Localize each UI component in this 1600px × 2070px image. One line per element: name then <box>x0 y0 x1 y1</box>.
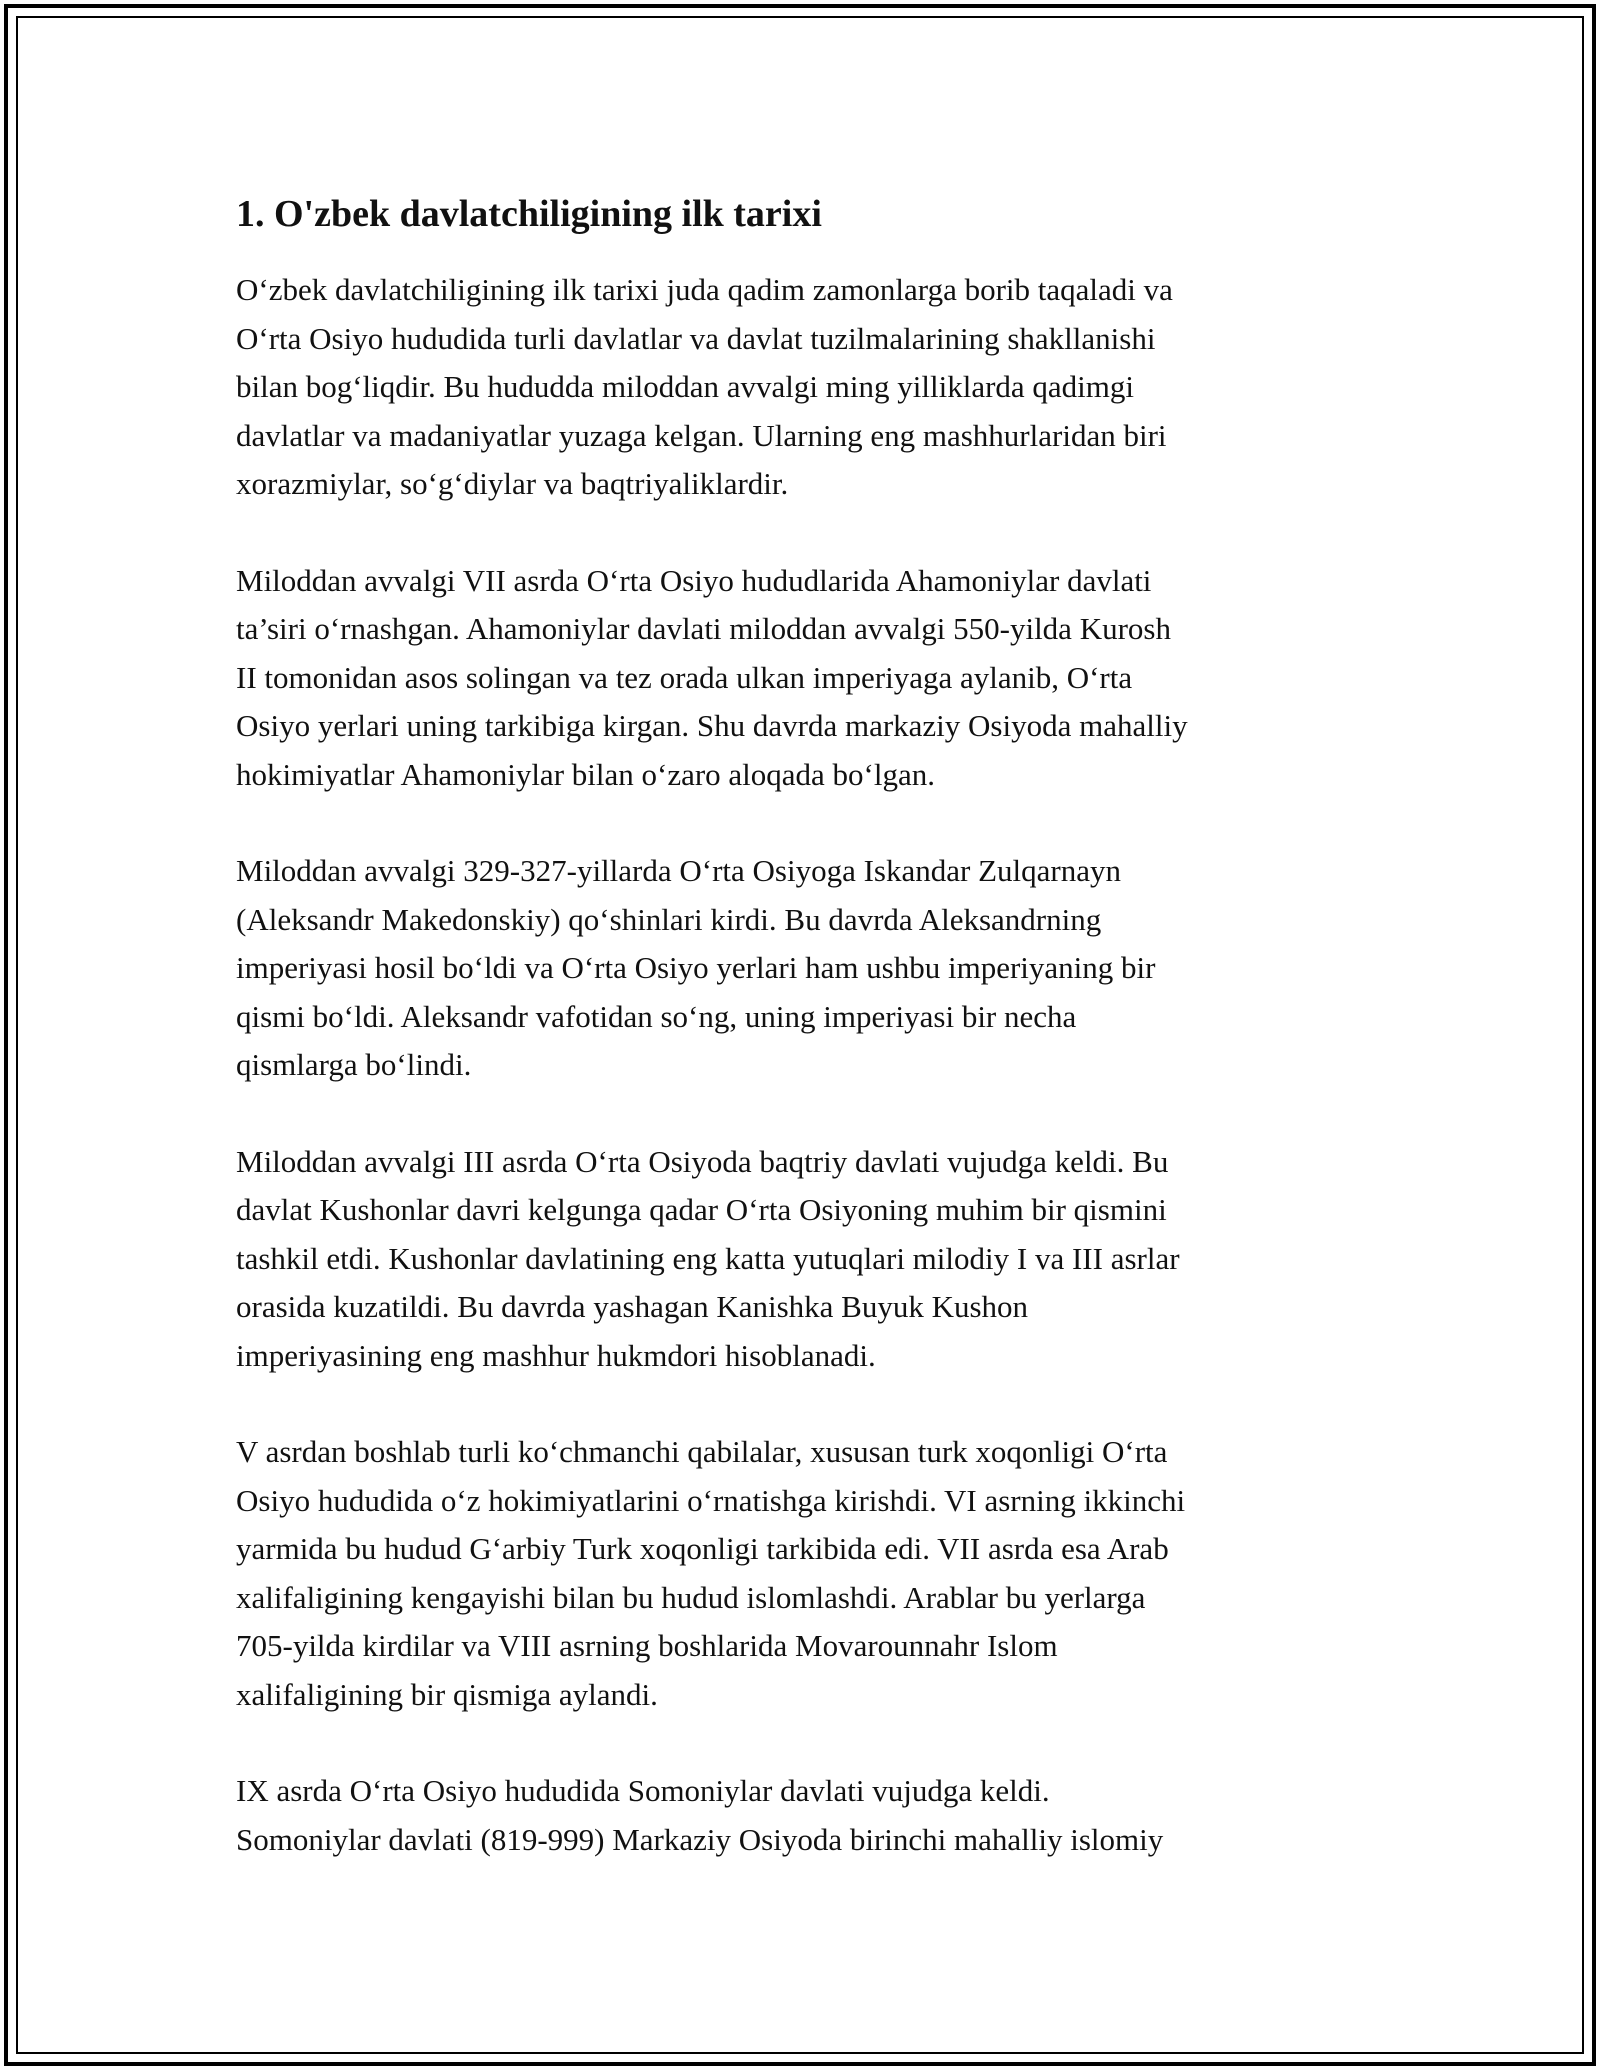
text-line: yarmida bu hudud G‘arbiy Turk xoqonligi tarkibida edi. VII asrda esa Arab <box>236 1531 1169 1566</box>
text-line: qismlarga bo‘lindi. <box>236 1047 472 1082</box>
text-line: Miloddan avvalgi 329-327-yillarda O‘rta Osiyoga Iskandar Zulqarnayn <box>236 853 1121 888</box>
text-line: xalifaligining kengayishi bilan bu hudud islomlashdi. Arablar bu yerlarga <box>236 1579 1146 1615</box>
document-body <box>236 186 1386 1912</box>
text-line: qismi bo‘ldi. Aleksandr vafotidan so‘ng, uning imperiyasi bir necha <box>236 998 1077 1034</box>
text-line: xalifaligining bir qismiga aylandi. <box>236 1676 658 1712</box>
text-line: tashkil etdi. Kushonlar davlatining eng katta yutuqlari milodiy I va III asrlar <box>236 1240 1180 1276</box>
text-line: ta’siri o‘rnashgan. Ahamoniylar davlati miloddan avvalgi 550-yilda Kurosh <box>236 611 1171 646</box>
text-line: (Aleksandr Makedonskiy) qo‘shinlari kirdi. Bu davrda Aleksandrning <box>236 901 1102 937</box>
paragraph-3 <box>236 847 1386 1090</box>
text-line: xorazmiylar, so‘g‘diylar va baqtriyaliklardir. <box>236 466 789 501</box>
paragraph-5 <box>236 1428 1386 1719</box>
text-line: imperiyasi hosil bo‘ldi va O‘rta Osiyo yerlari ham ushbu imperiyaning bir <box>236 950 1156 985</box>
text-line: V asrdan boshlab turli ko‘chmanchi qabilalar, xususan turk xoqonligi O‘rta <box>236 1434 1168 1469</box>
text-line: davlatlar va madaniyatlar yuzaga kelgan. Ularning eng mashhurlaridan biri <box>236 417 1167 453</box>
text-line: Miloddan avvalgi III asrda O‘rta Osiyoda baqtriy davlati vujudga keldi. Bu <box>236 1143 1169 1179</box>
text-line: Osiyo yerlari uning tarkibiga kirgan. Shu davrda markaziy Osiyoda mahalliy <box>236 708 1188 743</box>
text-line: imperiyasining eng mashhur hukmdori hisoblanadi. <box>236 1337 876 1373</box>
text-line: 705-yilda kirdilar va VIII asrning boshlarida Movarounnahr Islom <box>236 1628 1058 1663</box>
paragraph-2 <box>236 557 1386 800</box>
paragraph-1 <box>236 266 1386 509</box>
text-line: bilan bog‘liqdir. Bu hududda miloddan avvalgi ming yilliklarda qadimgi <box>236 369 1135 404</box>
text-line: orasida kuzatildi. Bu davrda yashagan Kanishka Buyuk Kushon <box>236 1289 1029 1324</box>
text-line: Miloddan avvalgi VII asrda O‘rta Osiyo hududlarida Ahamoniylar davlati <box>236 562 1152 598</box>
text-line: IX asrda O‘rta Osiyo hududida Somoniylar davlati vujudga keldi. <box>236 1773 1050 1808</box>
text-line: O‘zbek davlatchiligining ilk tarixi juda qadim zamonlarga borib taqaladi va <box>236 272 1173 307</box>
text-line: davlat Kushonlar davri kelgunga qadar O‘rta Osiyoning muhim bir qismini <box>236 1192 1167 1227</box>
text-line: Somoniylar davlati (819-999) Markaziy Osiyoda birinchi mahalliy islomiy <box>236 1821 1164 1857</box>
text-line: II tomonidan asos solingan va tez orada ulkan imperiyaga aylanib, O‘rta <box>236 659 1133 695</box>
text-line: O‘rta Osiyo hududida turli davlatlar va davlat tuzilmalarining shakllanishi <box>236 320 1156 356</box>
text-line: hokimiyatlar Ahamoniylar bilan o‘zaro aloqada bo‘lgan. <box>236 756 935 792</box>
paragraph-4 <box>236 1138 1386 1381</box>
text-line: Osiyo hududida o‘z hokimiyatlarini o‘rnatishga kirishdi. VI asrning ikkinchi <box>236 1482 1186 1518</box>
section-heading: 1. O'zbek davlatchiligining ilk tarixi <box>236 193 822 235</box>
paragraph-6 <box>236 1767 1386 1864</box>
